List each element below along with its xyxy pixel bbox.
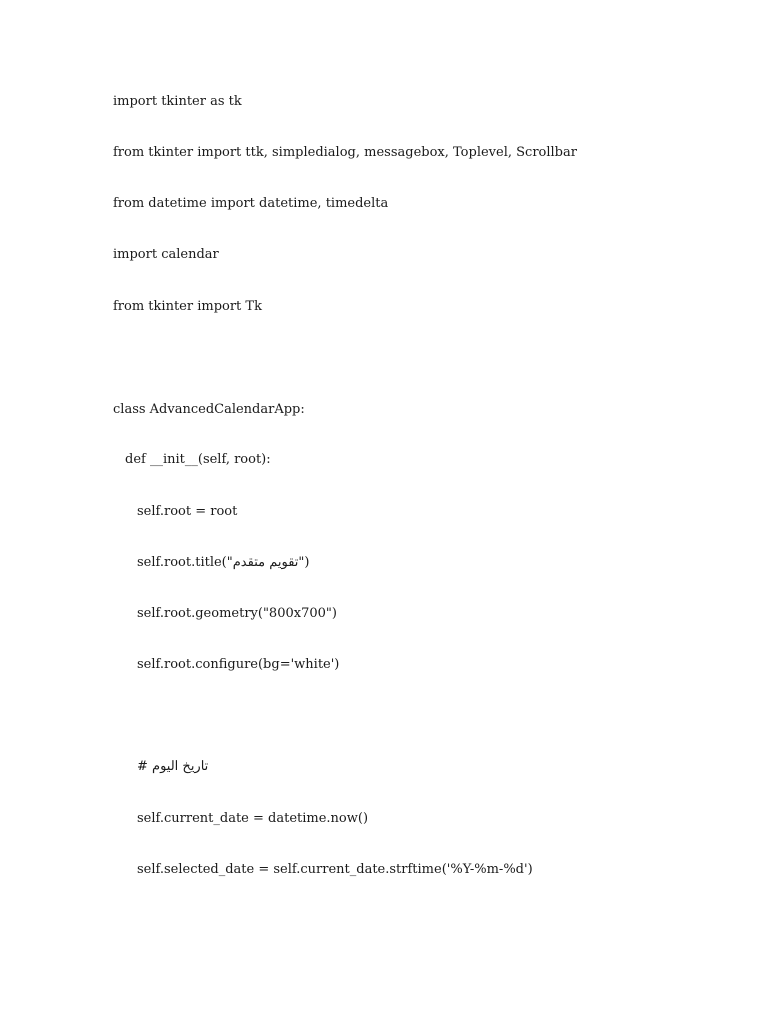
code-line-import-tkinter: import tkinter as tk	[113, 94, 242, 109]
code-line-comment-today-date: # تاريخ اليوم	[137, 759, 209, 774]
code-line-class-definition: class AdvancedCalendarApp:	[113, 402, 305, 417]
code-line-root-title: self.root.title("تقويم متقدم")	[137, 555, 310, 570]
code-line-selected-date: self.selected_date = self.current_date.strftime('%Y-%m-%d')	[137, 862, 533, 877]
code-line-from-datetime: from datetime import datetime, timedelta	[113, 196, 389, 211]
code-line-init-definition: def __init__(self, root):	[125, 452, 271, 467]
code-line-import-calendar: import calendar	[113, 247, 219, 262]
code-line-from-tkinter-ttk: from tkinter import ttk, simpledialog, messagebox, Toplevel, Scrollbar	[113, 145, 577, 160]
code-line-self-root: self.root = root	[137, 504, 238, 519]
code-line-root-configure: self.root.configure(bg='white')	[137, 657, 340, 672]
code-line-current-date: self.current_date = datetime.now()	[137, 811, 369, 826]
code-line-root-geometry: self.root.geometry("800x700")	[137, 606, 337, 621]
code-line-from-tkinter-tk: from tkinter import Tk	[113, 299, 262, 314]
